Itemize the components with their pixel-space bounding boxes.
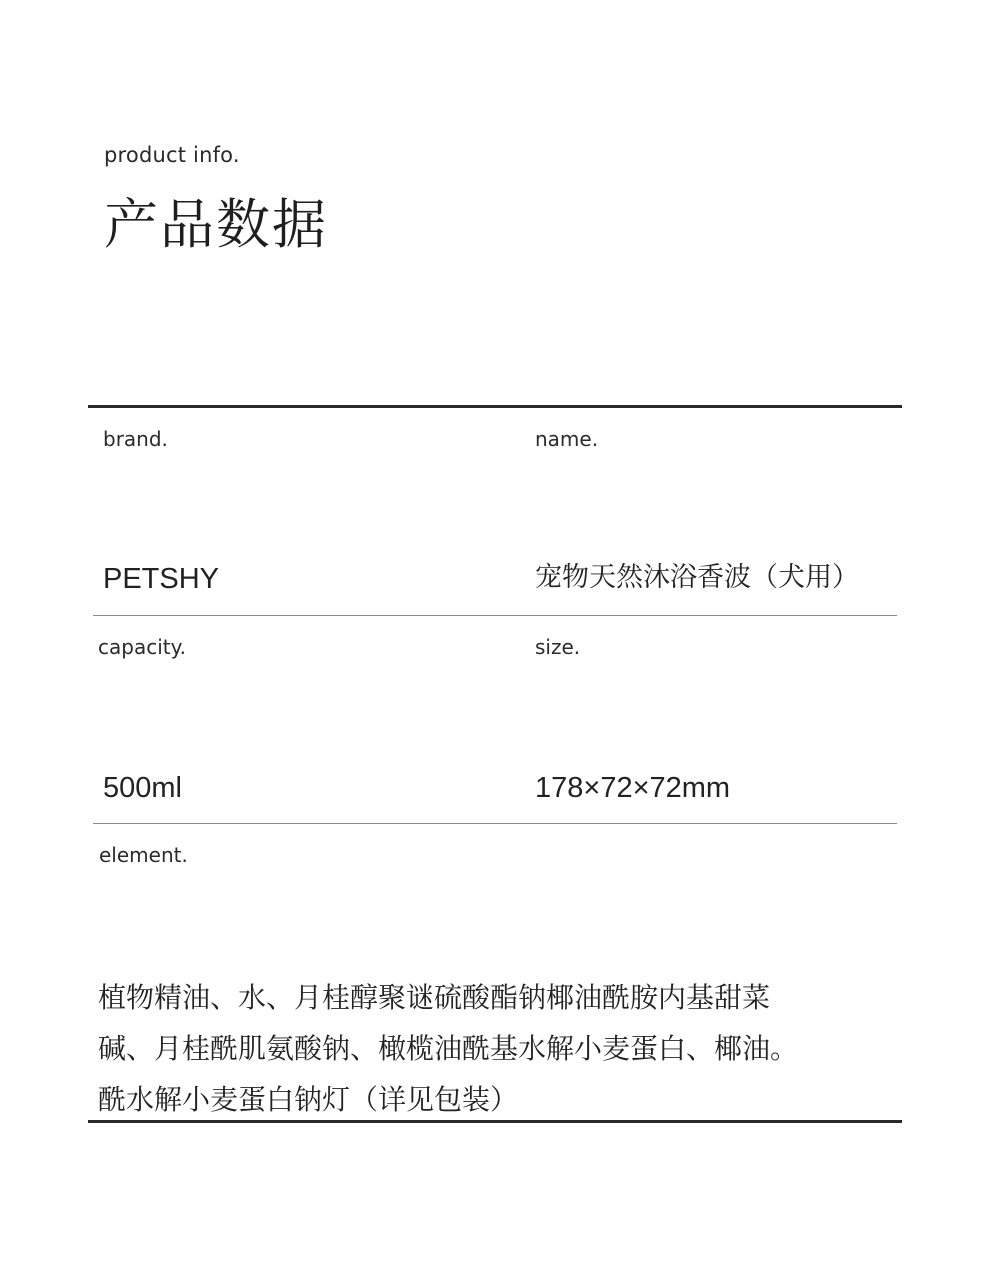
size-value: 178×72×72mm <box>535 772 731 804</box>
row-divider-1 <box>93 615 897 616</box>
name-value: 宠物天然沐浴香波（犬用） <box>535 562 859 593</box>
capacity-value: 500ml <box>103 772 182 804</box>
name-label: name. <box>535 427 599 451</box>
table-top-rule <box>88 405 902 408</box>
capacity-label: capacity. <box>98 635 186 659</box>
row-divider-2 <box>93 823 897 824</box>
section-subtitle: product info. <box>104 143 240 167</box>
size-label: size. <box>535 635 581 659</box>
brand-value: PETSHY <box>103 563 220 595</box>
table-bottom-rule <box>88 1120 902 1123</box>
section-title: 产品数据 <box>104 193 328 256</box>
element-label: element. <box>99 843 188 867</box>
element-value: 植物精油、水、月桂醇聚谜硫酸酯钠椰油酰胺内基甜菜 碱、月桂酰肌氨酸钠、橄榄油酰基水解小麦蛋白、椰油。 酰水解小麦蛋白钠灯（详见包装） <box>98 981 799 1116</box>
brand-label: brand. <box>103 427 168 451</box>
